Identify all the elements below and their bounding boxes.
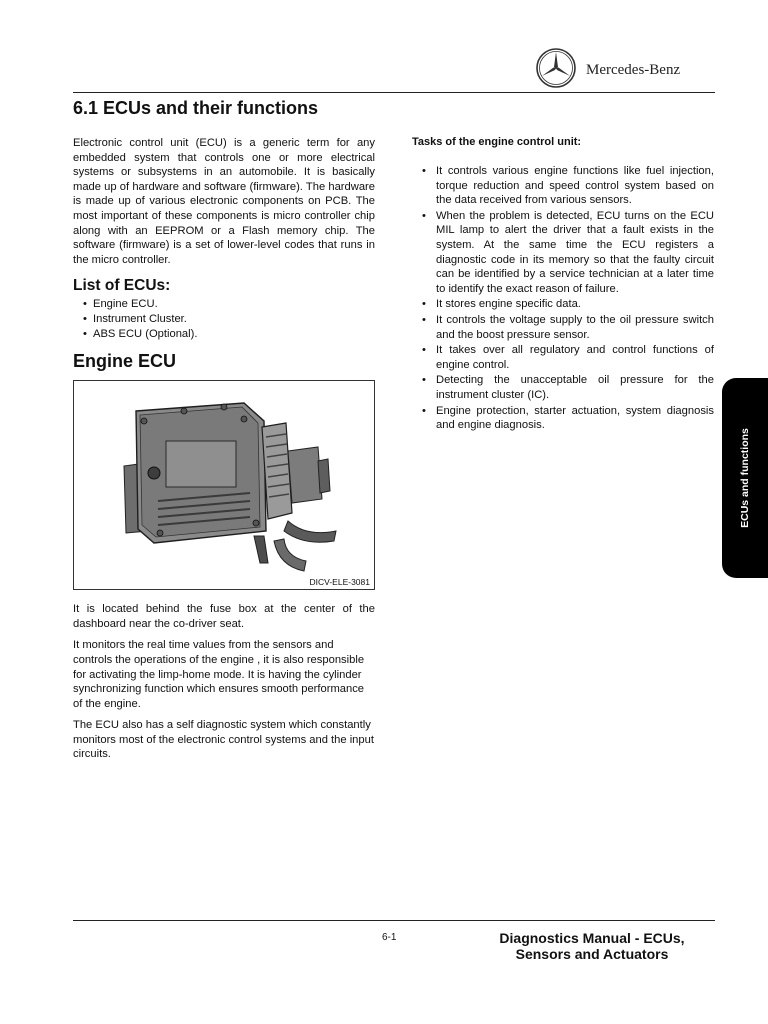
page-number: 6-1 <box>382 932 397 943</box>
list-item: • It controls the voltage supply to the oil pressure switch and the boost pressure sensor. <box>422 313 714 342</box>
engine-ecu-heading: Engine ECU <box>73 351 177 372</box>
ecu-list <box>73 297 375 341</box>
page-title: 6.1 ECUs and their functions <box>73 98 319 118</box>
list-item: • When the problem is detected, ECU turns on the ECU MIL lamp to alert the driver that a fault exists in the system. At the same time the ECU registers a diagnostic code in its memory so that the faulty circuit can be identified by a service technician at a later time to identify the exact reason of failure. <box>422 209 714 297</box>
tasks-list <box>412 164 714 433</box>
ecu-list-heading: List of ECUs: <box>73 277 171 295</box>
header-rule <box>73 92 715 93</box>
list-item: • It controls various engine functions like fuel injection, torque reduction and speed control system based on the data received from various sensors. <box>422 164 714 208</box>
engine-ecu-image <box>74 381 374 589</box>
footer-title-line2: Sensors and Actuators <box>515 946 669 962</box>
footer-title <box>470 930 714 962</box>
list-item: • Detecting the unacceptable oil pressure for the instrument cluster (IC). <box>422 373 714 402</box>
footer-title-line1: Diagnostics Manual - ECUs, <box>499 930 685 946</box>
brand-name: Mercedes-Benz <box>586 62 681 78</box>
list-item: • Engine protection, starter actuation, system diagnosis and engine diagnosis. <box>422 404 714 433</box>
list-item: • It takes over all regulatory and control functions of engine control. <box>422 343 714 372</box>
brand-header <box>534 46 714 92</box>
list-item: • It stores engine specific data. <box>422 297 714 312</box>
list-item: • ABS ECU (Optional). <box>83 327 375 342</box>
footer-rule <box>73 920 715 921</box>
self-diagnostic-paragraph: The ECU also has a self diagnostic system which constantly monitors most of the electronic control systems and the input circuits. <box>73 719 374 761</box>
intro-paragraph: Electronic control unit (ECU) is a generic term for any embedded system that controls one or more electrical systems or subsystems in an automobile. It is basically made up of hardware and software (firmware). The hardware is made up of various electronic components on PCB. The most important of these components is micro controller chip along with an EEPROM or a Flash memory chip. The software (firmware) is a set of lower-level codes that runs in the micro controller. <box>73 137 375 266</box>
side-tab-label: ECUs and functions <box>739 428 751 528</box>
location-paragraph: It is located behind the fuse box at the center of the dashboard near the co-driver seat. <box>73 603 375 630</box>
list-item: • Engine ECU. <box>83 297 375 312</box>
section-side-tab <box>722 378 768 578</box>
list-item: • Instrument Cluster. <box>83 312 375 327</box>
engine-ecu-figure <box>73 380 375 590</box>
tasks-heading: Tasks of the engine control unit: <box>412 136 582 148</box>
figure-caption: DICV-ELE-3081 <box>309 577 370 588</box>
left-column <box>73 136 375 762</box>
right-column <box>412 136 714 434</box>
monitoring-paragraph: It monitors the real time values from the sensors and controls the operations of the engine , it is also responsible for activating the limp-home mode. It is having the cylinder synchronizing function which ensures smooth performance of the engine. <box>73 639 365 710</box>
three-pointed-star-icon <box>534 46 578 90</box>
